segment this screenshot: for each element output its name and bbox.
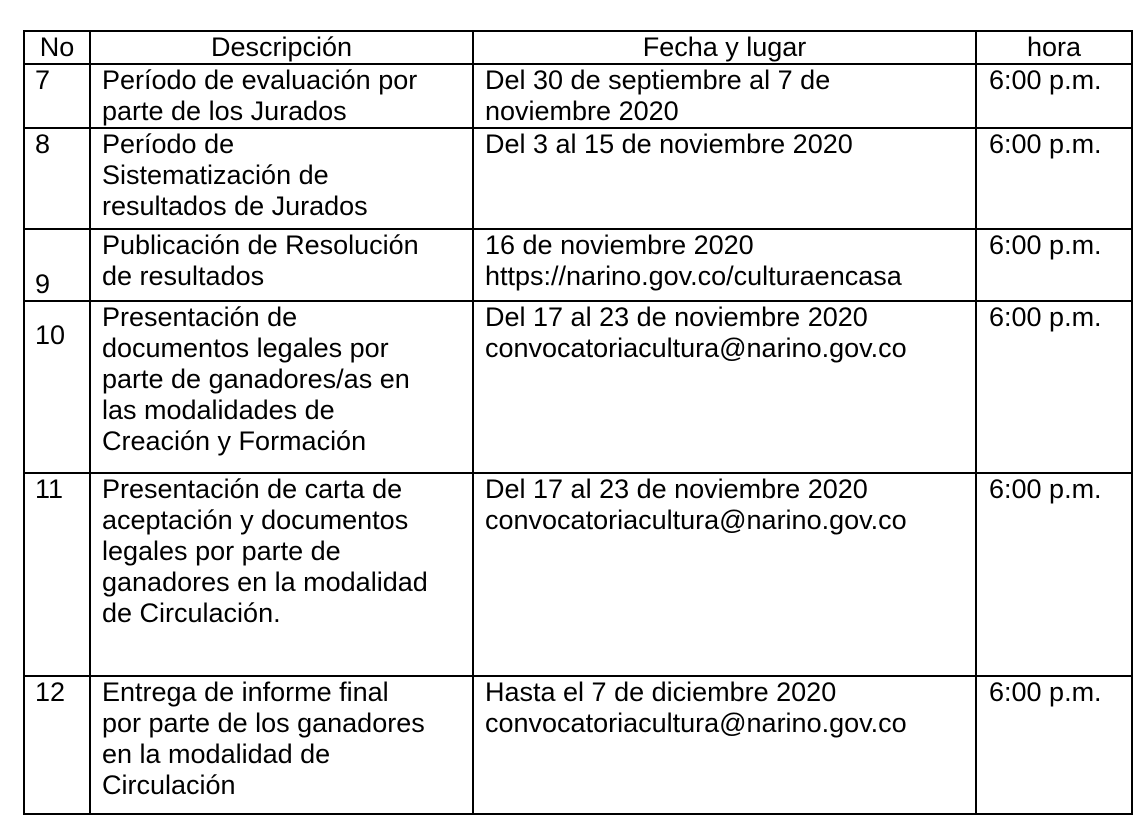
row-fecha-lugar (473, 128, 976, 229)
row-hora: 6:00 p.m. (976, 473, 1132, 676)
row-descripcion (90, 676, 473, 814)
row-fecha-lugar (473, 676, 976, 814)
row-number: 11 (24, 473, 90, 676)
row-number: 7 (24, 64, 90, 128)
row-descripcion (90, 229, 473, 301)
table-row (24, 473, 1132, 676)
header-no: No (24, 31, 90, 64)
descripcion-line: resultados de Jurados (102, 191, 368, 221)
row-number: 9 (24, 229, 90, 301)
row-number: 12 (24, 676, 90, 814)
row-fecha-lugar (473, 473, 976, 676)
header-hora: hora (976, 31, 1132, 64)
descripcion-line: parte de ganadores/as en (102, 364, 410, 394)
fecha-line: Del 30 de septiembre al 7 de (485, 65, 831, 95)
descripcion-line: Sistematización de (102, 160, 329, 190)
descripcion-line: Entrega de informe final (102, 677, 389, 707)
row-fecha-lugar (473, 301, 976, 473)
descripcion-line: Publicación de Resolución (102, 230, 419, 260)
descripcion-line: legales por parte de (102, 536, 341, 566)
row-fecha-lugar (473, 229, 976, 301)
fecha-line: Del 17 al 23 de noviembre 2020 (485, 474, 868, 504)
row-number: 10 (24, 301, 90, 473)
table-header-row (24, 31, 1132, 64)
row-hora: 6:00 p.m. (976, 229, 1132, 301)
row-fecha-lugar (473, 64, 976, 128)
fecha-line: Del 17 al 23 de noviembre 2020 (485, 302, 868, 332)
row-descripcion (90, 473, 473, 676)
descripcion-line: en la modalidad de (102, 739, 331, 769)
descripcion-line: Período de evaluación por (102, 65, 418, 95)
descripcion-line: de resultados (102, 261, 265, 291)
table-row (24, 64, 1132, 128)
descripcion-line: de Circulación. (102, 598, 281, 628)
row-descripcion (90, 128, 473, 229)
header-fecha-lugar: Fecha y lugar (473, 31, 976, 64)
row-hora: 6:00 p.m. (976, 676, 1132, 814)
row-hora: 6:00 p.m. (976, 301, 1132, 473)
fecha-line: 16 de noviembre 2020 (485, 230, 754, 260)
fecha-email: convocatoriacultura@narino.gov.co (485, 333, 907, 363)
descripcion-line: las modalidades de (102, 395, 335, 425)
descripcion-line: documentos legales por (102, 333, 389, 363)
table-row (24, 676, 1132, 814)
descripcion-line: parte de los Jurados (102, 96, 347, 126)
descripcion-line: Presentación de carta de (102, 474, 403, 504)
table-row (24, 128, 1132, 229)
row-descripcion (90, 301, 473, 473)
fecha-line: Hasta el 7 de diciembre 2020 (485, 677, 837, 707)
descripcion-line: ganadores en la modalidad (102, 567, 428, 597)
descripcion-line: Circulación (102, 770, 236, 800)
table-row (24, 229, 1132, 301)
descripcion-line: aceptación y documentos (102, 505, 409, 535)
descripcion-line: Creación y Formación (102, 426, 367, 456)
descripcion-line: por parte de los ganadores (102, 708, 425, 738)
row-number: 8 (24, 128, 90, 229)
header-descripcion: Descripción (90, 31, 473, 64)
row-hora: 6:00 p.m. (976, 64, 1132, 128)
fecha-url: https://narino.gov.co/culturaencasa (485, 261, 902, 291)
row-hora: 6:00 p.m. (976, 128, 1132, 229)
descripcion-line: Presentación de (102, 302, 298, 332)
table-row (24, 301, 1132, 473)
fecha-email: convocatoriacultura@narino.gov.co (485, 505, 907, 535)
descripcion-line: Período de (102, 129, 235, 159)
fecha-line: noviembre 2020 (485, 96, 679, 126)
fecha-line: Del 3 al 15 de noviembre 2020 (485, 129, 853, 159)
fecha-email: convocatoriacultura@narino.gov.co (485, 708, 907, 738)
schedule-table (23, 30, 1133, 815)
row-descripcion (90, 64, 473, 128)
